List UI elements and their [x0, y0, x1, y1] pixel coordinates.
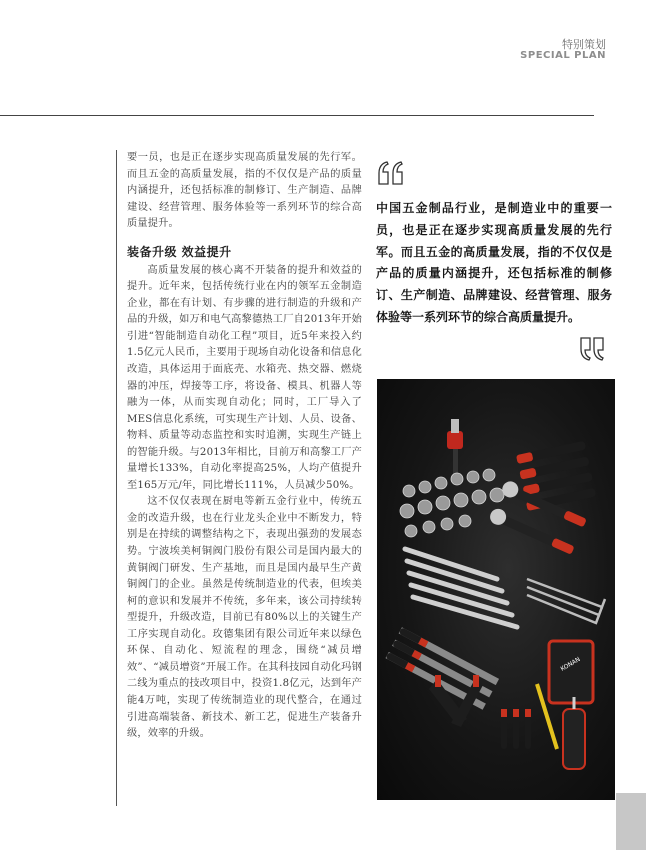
tool-case-icon: [549, 641, 593, 703]
hex-key-set-icon: [527, 579, 605, 623]
hammer-icon: [447, 419, 463, 479]
open-quote-icon: [376, 160, 406, 186]
wrench-set-icon: [405, 549, 517, 627]
precision-screwdriver-icon: [501, 709, 531, 749]
paragraph-intro: 要一员，也是正在逐步实现高质量发展的先行军。而且五金的高质量发展，指的不仅仅是产品的质量内涵提升，还包括标准的制修订、生产制造、品牌建设、经营管理、服务体验等一系列环节的综合高质量提升。: [127, 152, 362, 230]
pull-quote: [376, 160, 612, 329]
article-body: [116, 150, 362, 806]
tool-set-illustration: [377, 379, 615, 800]
paragraph-traditional: 这不仅仅表现在厨电等新五金行业中，传统五金的改造升级，也在行业龙头企业中不断发力，特别是在持续的调整结构之下，表现出强劲的发展态势。宁波埃美柯铜阀门股份有限公司是国内最大的黄铜阀门研发、生产基地，而且是国内最早生产黄铜阀门的企业。虽然是传统制造业的代表，但埃美柯的意识和发展并不传统，多年来，该公司持续转型提升，升级改造，目前已有80%以上的关键生产工序实现自动化。玫德集团有限公司近年来以绿色环保、自动化、短流程的理念，围绕“减员增效”、“减员增资”开展工作。在其科技园自动化玛钢二线为重点的技改项目中，投资1.8亿元，达到年产能4万吨，实现了传统制造业的现代整合，在通过引进高端装备、新技术、新工艺，促进生产装备升级，效率的升级。: [127, 496, 362, 740]
page-tab: [616, 793, 646, 850]
tool-set-photo: [377, 379, 615, 800]
subheading: 装备升级 效益提升: [127, 244, 232, 259]
close-quote-icon: [577, 336, 607, 362]
socket-set-icon: [400, 469, 504, 537]
pull-quote-text: 中国五金制品行业，是制造业中的重要一员，也是正在逐步实现高质量发展的先行军。而且五金的高质量发展，指的不仅仅是产品的质量内涵提升，还包括标准的制修订、生产制造、品牌建设、经营管理、服务体验等一系列环节的综合高质量提升。: [376, 201, 612, 324]
brand-mark: KONAN: [559, 655, 582, 673]
header-divider: [0, 115, 594, 116]
paragraph-equipment: 高质量发展的核心离不开装备的提升和效益的提升。近年来，包括传统行业在内的领军五金制造企业，都在有计划、有步骤的进行制造的升级和产品的升级，如万和电气高黎德热工厂自2013年开始引进“智能制造自动化工程”项目，近5年来投入约1.5亿元人民币，主要用于现场自动化设备和信息化改造，具体运用于面底壳、水箱壳、热交器、燃烧器的冲压，焊接等工序，将设备、模具、机器人等融为一体，从而实现自动化；同时，工厂导入了MES信息化系统，可实现生产计划、人员、设备、物料、质量等动态监控和实时追溯，实现生产链上的智能升级。与2013年相比，目前万和高黎工厂产量增长133%，自动化率提高25%，人均产值提升至165万元/年，同比增长111%，人员减少50%。: [127, 264, 362, 491]
utility-knife-icon: [563, 697, 585, 769]
section-label-english: SPECIAL PLAN: [520, 50, 606, 61]
section-label: 特别策划: [562, 38, 606, 51]
